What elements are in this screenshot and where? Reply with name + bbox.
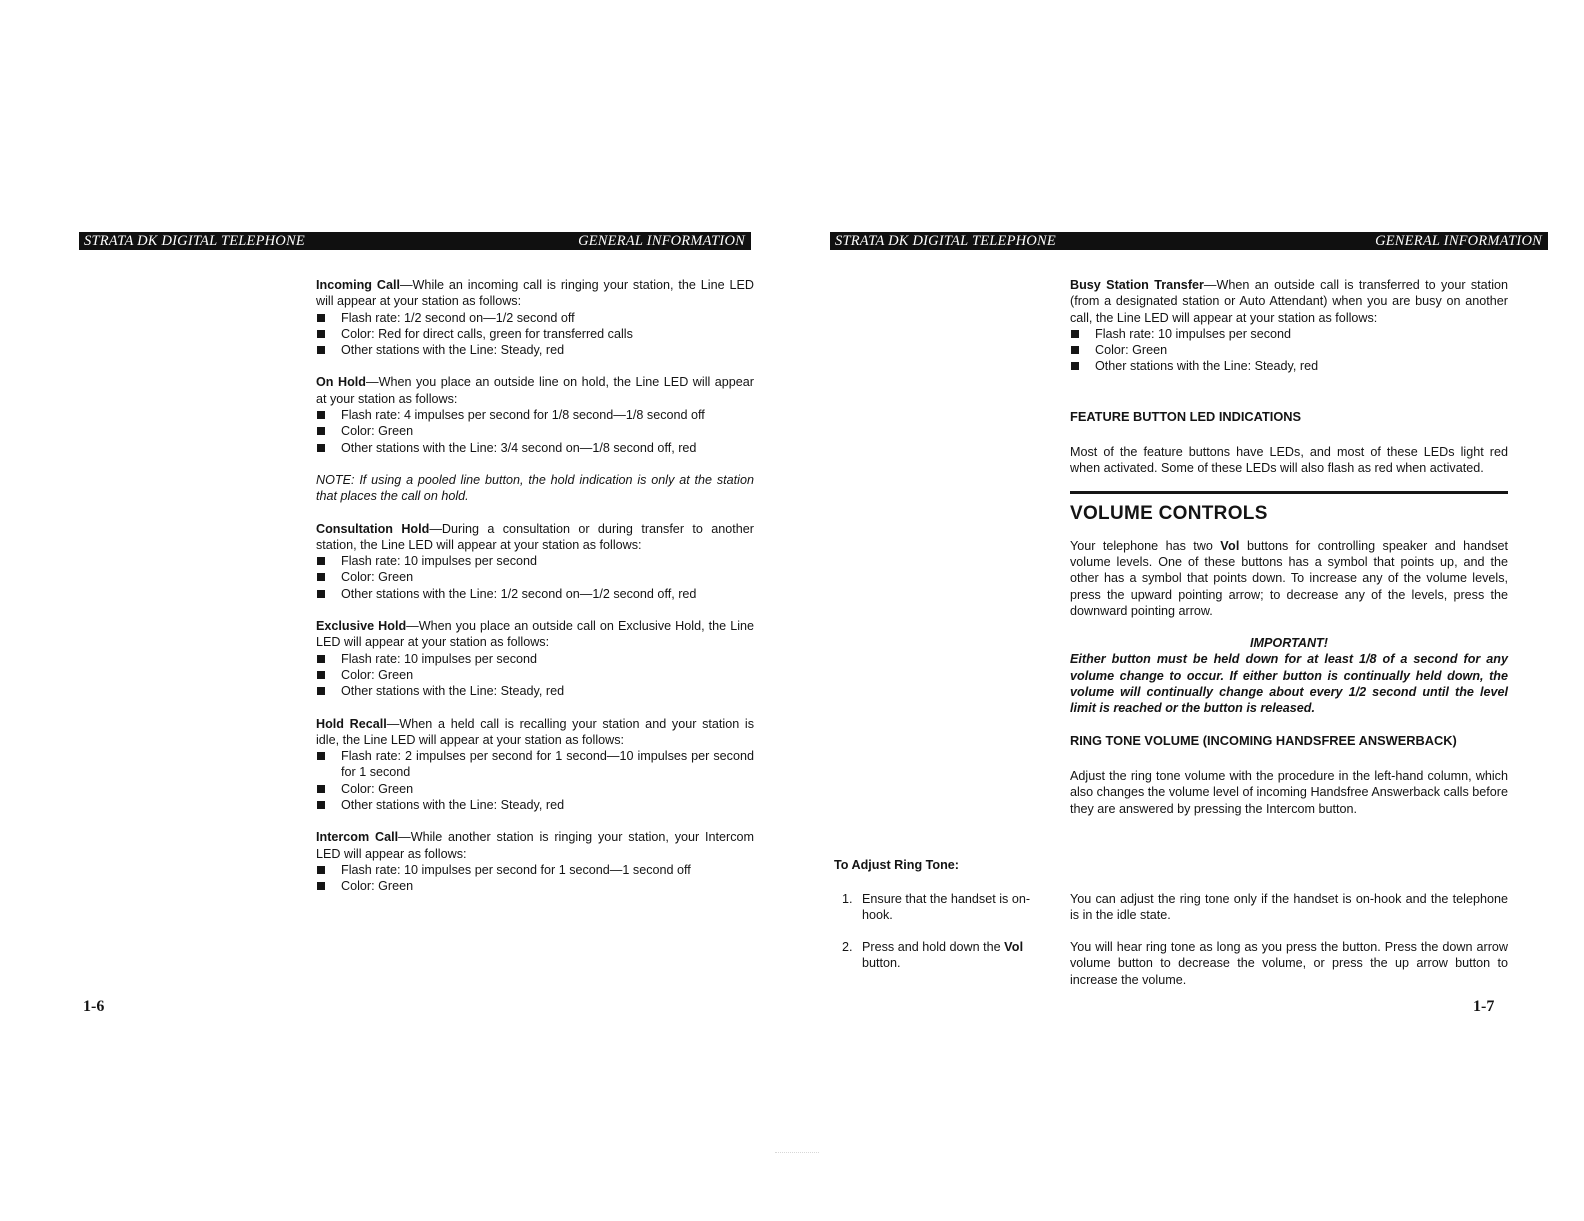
step-number: 2. bbox=[842, 940, 853, 954]
right-page-content bbox=[1070, 277, 1508, 833]
vol-button-label: Vol bbox=[1004, 940, 1024, 954]
consultation-hold-bullets bbox=[316, 553, 754, 602]
incoming-call-paragraph bbox=[316, 277, 754, 310]
list-item: Other stations with the Line: Steady, red bbox=[316, 683, 754, 699]
pooled-line-note: NOTE: If using a pooled line button, the hold indication is only at the station that places the call on hold. bbox=[316, 472, 754, 504]
term: On Hold bbox=[316, 375, 366, 390]
section-divider bbox=[1070, 491, 1508, 494]
consultation-hold-paragraph bbox=[316, 521, 754, 554]
important-title: IMPORTANT! bbox=[1250, 636, 1328, 651]
list-item: Other stations with the Line: 3/4 second on—1/8 second off, red bbox=[316, 440, 754, 456]
header-title: STRATA DK DIGITAL TELEPHONE bbox=[835, 233, 1056, 249]
text-fragment: Your telephone has two bbox=[1070, 538, 1221, 553]
text-fragment: button. bbox=[862, 956, 901, 971]
step-action-text bbox=[862, 939, 1044, 972]
ring-tone-paragraph: Adjust the ring tone volume with the procedure in the left-hand column, which also changes the volume level of incoming Handsfree Answerback calls before they are answered by pressing the Intercom button. bbox=[1070, 768, 1508, 816]
list-item: Other stations with the Line: Steady, red bbox=[316, 342, 754, 358]
list-item: Other stations with the Line: Steady, red bbox=[1070, 358, 1508, 374]
on-hold-paragraph bbox=[316, 374, 754, 407]
page-number: 1-7 bbox=[1473, 998, 1495, 1015]
page-number: 1-6 bbox=[83, 998, 105, 1015]
list-item: Color: Green bbox=[316, 667, 754, 683]
volume-controls-title: VOLUME CONTROLS bbox=[1070, 502, 1268, 524]
header-section: GENERAL INFORMATION bbox=[578, 233, 745, 249]
list-item: Other stations with the Line: Steady, red bbox=[316, 797, 754, 813]
left-page bbox=[0, 0, 790, 1221]
description: —When a held call is recalling your station and your station is idle, the Line LED will appear at your station as follows: bbox=[316, 716, 754, 747]
feature-led-paragraph: Most of the feature buttons have LEDs, and most of these LEDs light red when activated. Some of these LEDs will also flash as red when activated. bbox=[1070, 445, 1508, 476]
list-item: Flash rate: 10 impulses per second bbox=[1070, 326, 1508, 342]
running-header bbox=[830, 232, 1548, 250]
list-item: Flash rate: 1/2 second on—1/2 second off bbox=[316, 310, 754, 326]
list-item: Flash rate: 4 impulses per second for 1/8 second—1/8 second off bbox=[316, 407, 754, 423]
list-item: Flash rate: 10 impulses per second bbox=[316, 651, 754, 667]
feature-led-heading: FEATURE BUTTON LED INDICATIONS bbox=[1070, 408, 1302, 424]
hold-recall-bullets bbox=[316, 748, 754, 813]
text-fragment: Press and hold down the bbox=[862, 940, 1005, 954]
busy-station-transfer-paragraph bbox=[1070, 277, 1508, 326]
steps-heading: To Adjust Ring Tone: bbox=[834, 858, 959, 872]
description: —While another station is ringing your station, your Intercom LED will appear as follows: bbox=[316, 830, 755, 861]
vol-button-label: Vol bbox=[1220, 538, 1240, 553]
list-item: Other stations with the Line: 1/2 second on—1/2 second off, red bbox=[316, 586, 754, 602]
exclusive-hold-paragraph bbox=[316, 618, 754, 651]
header-title: STRATA DK DIGITAL TELEPHONE bbox=[84, 233, 305, 249]
description: —While an incoming call is ringing your station, the Line LED will appear at your station as follows: bbox=[316, 278, 754, 309]
list-item: Color: Green bbox=[1070, 342, 1508, 358]
step-result: You will hear ring tone as long as you press the button. Press the down arrow volume button to decrease the volume, or press the up arrow button to increase the volume. bbox=[1070, 940, 1508, 987]
busy-station-transfer-bullets bbox=[1070, 326, 1508, 375]
incoming-call-bullets bbox=[316, 310, 754, 359]
term: Hold Recall bbox=[316, 716, 387, 731]
hold-recall-paragraph bbox=[316, 716, 754, 749]
right-page bbox=[790, 0, 1584, 1221]
term: Incoming Call bbox=[316, 278, 400, 292]
running-header bbox=[79, 232, 751, 250]
description: —When an outside call is transferred to your station (from a designated station or Auto Attendant) when you are busy on another call, the Line LED will appear at your station as follows: bbox=[1070, 278, 1508, 325]
step-action-text: Ensure that the handset is on-hook. bbox=[862, 892, 1031, 923]
term: Exclusive Hold bbox=[316, 619, 407, 634]
list-item: Flash rate: 10 impulses per second for 1 second—1 second off bbox=[316, 862, 754, 878]
term: Consultation Hold bbox=[316, 521, 430, 536]
left-page-content bbox=[316, 277, 754, 911]
list-item: Flash rate: 10 impulses per second bbox=[316, 553, 754, 569]
important-text: Either button must be held down for at least 1/8 of a second for any volume change to occur. If either button is continually held down, the volume will continually change about every 1/2 second until the level limit is reached or the button is released. bbox=[1070, 652, 1508, 716]
intercom-call-bullets bbox=[316, 862, 754, 895]
step-number: 1. bbox=[842, 892, 853, 906]
term: Busy Station Transfer bbox=[1070, 278, 1204, 292]
description: —During a consultation or during transfer to another station, the Line LED will appear at your station as follows: bbox=[316, 521, 754, 552]
step-result: You can adjust the ring tone only if the handset is on-hook and the telephone is in the idle state. bbox=[1070, 892, 1508, 923]
list-item: Color: Green bbox=[316, 781, 754, 797]
list-item: Color: Green bbox=[316, 569, 754, 585]
description: —When you place an outside call on Exclusive Hold, the Line LED will appear at your station as follows: bbox=[316, 619, 755, 650]
list-item: Color: Green bbox=[316, 423, 754, 439]
header-section: GENERAL INFORMATION bbox=[1375, 233, 1542, 249]
term: Intercom Call bbox=[316, 830, 399, 845]
list-item: Flash rate: 2 impulses per second for 1 second—10 impulses per second for 1 second bbox=[316, 748, 754, 781]
list-item: Color: Red for direct calls, green for transferred calls bbox=[316, 326, 754, 342]
exclusive-hold-bullets bbox=[316, 651, 754, 700]
intercom-call-paragraph bbox=[316, 829, 754, 862]
list-item: Color: Green bbox=[316, 878, 754, 894]
description: —When you place an outside line on hold, the Line LED will appear at your station as follows: bbox=[316, 375, 755, 406]
text-fragment: buttons for controlling speaker and handset volume levels. One of these buttons has a symbol that points up, and the other has a symbol that points down. To increase any of the volume levels, press the upward pointing arrow; to decrease any of the levels, press the downward pointing arrow. bbox=[1070, 538, 1508, 618]
on-hold-bullets bbox=[316, 407, 754, 456]
scan-artifact bbox=[775, 1152, 819, 1161]
ring-tone-heading: RING TONE VOLUME (INCOMING HANDSFREE ANSWERBACK) bbox=[1070, 732, 1457, 748]
volume-controls-paragraph bbox=[1070, 538, 1508, 619]
